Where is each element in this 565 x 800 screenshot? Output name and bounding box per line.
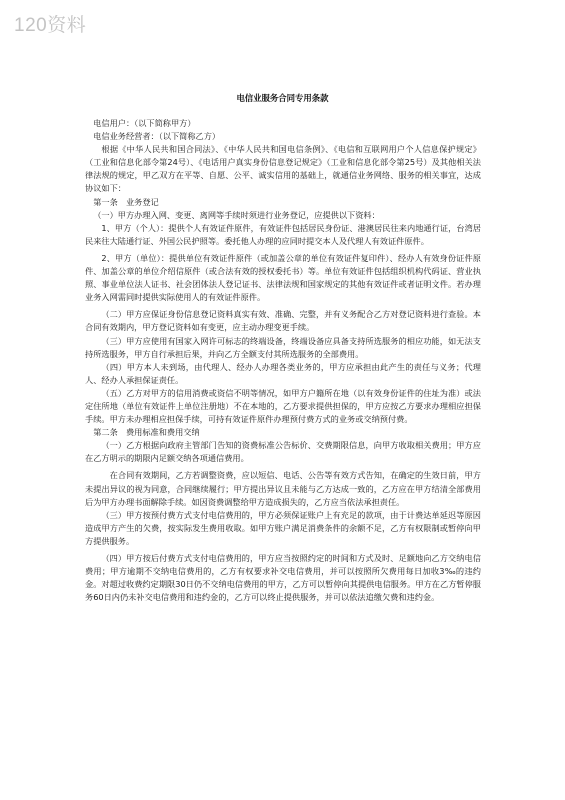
preamble-paragraph: 根据《中华人民共和国合同法》、《中华人民共和国电信条例》、《电信和互联网用户个人信息保护规定》（工业和信息化部令第24号）、《电话用户真实身份信息登记规定》（工业和信息化部令第25号）及其他相关法律法规的规定，甲乙双方在平等、自愿、公平、诚实信用的基础上，就通信业务网络、服务的相关事宜，达成协议如下： — [85, 144, 481, 194]
watermark: 120资料 — [14, 15, 87, 36]
document-title: 电信业服务合同专用条款 — [236, 93, 329, 103]
article-1-unit: 2、甲方（单位）：提供单位有效证件原件（或加盖公章的单位有效证件复印件）、经办人有效身份证件原件、加盖公章的单位介绍信原件（或合法有效的授权委托书）等。单位有效证件包括组织机构代码证、营业执照、事业单位法人证书、社会团体法人登记证书、法律法规和国家规定的其他有效证件或者证明文件。若办理业务入网需同时提供实际使用人的有效证件原件。 — [85, 252, 481, 303]
article-1-item-4: （四）甲方本人未到场，由代理人、经办人办理各类业务的，甲方应承担由此产生的责任与义务；代理人、经办人承担保证责任。 — [85, 361, 481, 385]
article-2-item-1: （一）乙方根据向政府主管部门告知的资费标准公告标价、交费期限信息，向甲方收取相关费用；甲方应在乙方明示的期限内足额交纳各项通信费用。 — [85, 440, 481, 464]
article-1-item-3: （三）甲方应使用有国家入网许可标志的终端设备，终端设备应具备支持所选服务的相应功能，如无法支持所选服务，甲方自行承担后果，并向乙方全额支付其所选服务的全部费用。 — [85, 335, 481, 359]
article-2-item-4: （四）甲方按后付费方式支付电信费用的，甲方应当按照约定的时间和方式及时、足额地向乙方交纳电信费用；甲方逾期不交纳电信费用的，乙方有权要求补交电信费用，并可以按照所欠费用每日加收3‰的违约金。对超过收费约定期限30日仍不交纳电信费用的甲方，乙方可以暂停向其提供电信服务。甲方在乙方暂停服务60日内仍未补交电信费用和违约金的，乙方可以终止提供服务，并可以依法追缴欠费和违约金。 — [85, 553, 481, 603]
article-1-item-5: （五）乙方对甲方的信用消费或资信不明等情况，如甲方户籍所在地（以有效身份证件的住址为准）或法定住所地（单位有效证件上单位注册地）不在本地的，乙方要求提供担保的，甲方应按乙方要求办理相应担保手续。甲方未办理相应担保手续，可持有效证件原件办理预付费方式的业务或交纳预付费。 — [85, 387, 481, 425]
article-1-item-2: （二）甲方应保证身份信息登记资料真实有效、准确、完整，并有义务配合乙方对登记资料进行查验。本合同有效期内，甲方登记资料如有变更，应主动办理变更手续。 — [85, 309, 481, 333]
article-2-item-3: （三）甲方按预付费方式支付电信费用的，甲方必须保证账户上有充足的款项，由于计费达单延迟等原因造成甲方产生的欠费，按实际发生费用收取。如甲方账户满足消费条件的余额不足，乙方有权限制或暂停向甲方提供服务。 — [85, 509, 481, 546]
article-1-heading: 第一条 业务登记 — [93, 196, 159, 207]
article-2-heading: 第二条 费用标准和费用交纳 — [93, 427, 200, 438]
document-body — [85, 117, 481, 604]
article-2-adjustment: 在合同有效期间，乙方若调整资费，应以短信、电话、公告等有效方式告知，在确定的生效日前，甲方未提出异议的视为同意，合同继续履行；甲方提出异议且未能与乙方达成一致的，乙方应在甲方结清全部费用后为甲方办理书面解除手续。如因资费调整给甲方造成损失的，乙方应当依法承担责任。 — [85, 470, 481, 507]
article-1-item-1: （一）甲方办理入网、变更、离网等手续时须进行业务登记，应提供以下资料： — [93, 209, 380, 220]
party-a-line: 电信用户：（以下简称甲方） — [93, 118, 196, 128]
party-b-line: 电信业务经营者：（以下简称乙方） — [93, 131, 221, 142]
article-1-personal: 1、甲方（个人）：提供个人有效证件原件，有效证件包括居民身份证、港澳居民往来内地通行证，台湾居民来往大陆通行证、外国公民护照等。委托他人办理的应同时提交本人及代理人有效证件原件。 — [85, 222, 481, 246]
